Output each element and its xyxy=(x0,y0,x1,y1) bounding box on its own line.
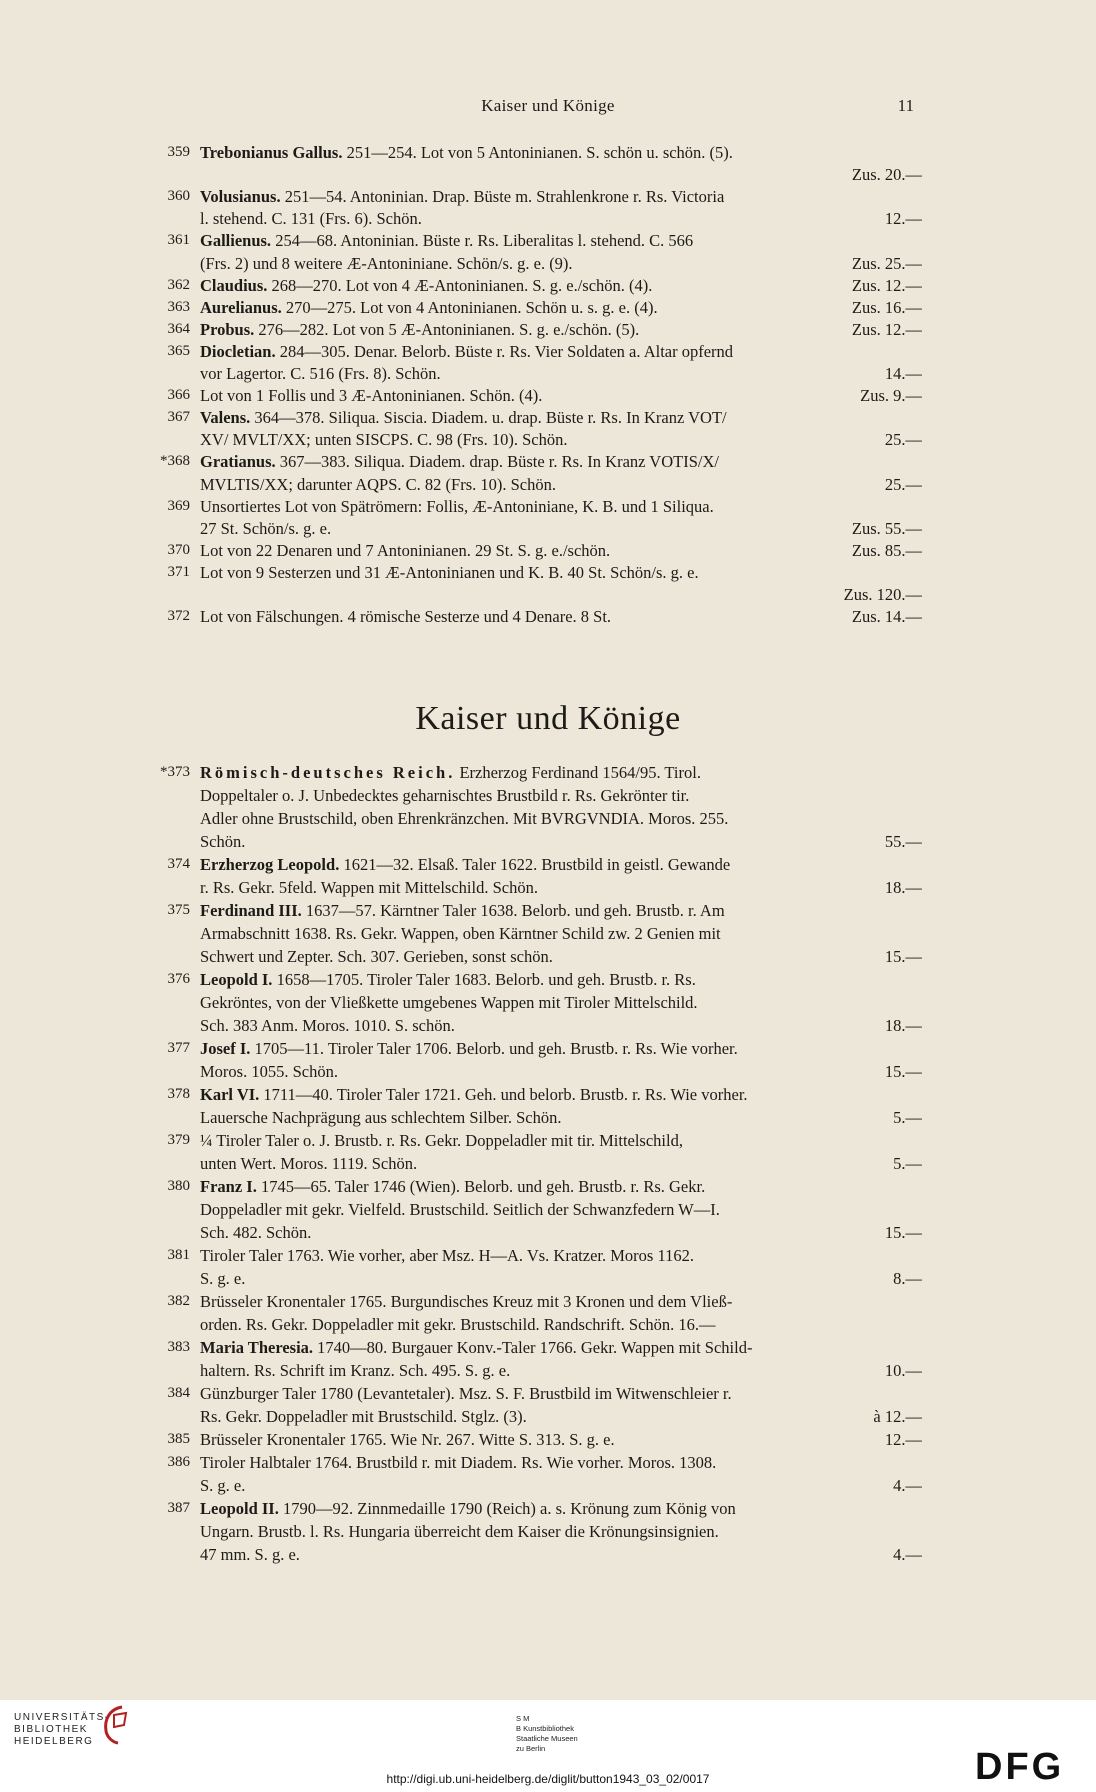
price: Zus. 12.— xyxy=(851,275,922,295)
entry-line xyxy=(200,1153,922,1175)
entry-description: 284—305. Denar. Belorb. Büste r. Rs. Vier Soldaten a. Altar opfernd xyxy=(275,341,734,361)
entry-line xyxy=(200,540,922,562)
ruler-name: Franz I. xyxy=(200,1177,257,1196)
entry-description: Gekröntes, von der Vließkette umgebenes Wappen mit Tiroler Mittelschild. xyxy=(200,993,698,1012)
lot-number: 362 xyxy=(167,276,190,293)
entry-line xyxy=(200,1475,922,1497)
entry-line xyxy=(200,319,922,341)
entry-line xyxy=(200,208,922,230)
price: 25.— xyxy=(884,430,922,450)
entry-line xyxy=(200,1521,922,1543)
entry-line xyxy=(200,1429,922,1451)
entry-description: orden. Rs. Gekr. Doppeladler mit gekr. Brustschild. Randschrift. Schön. 16.— xyxy=(200,1315,716,1334)
price: Zus. 120.— xyxy=(843,585,922,604)
entry-line xyxy=(200,606,922,628)
ruler-name: Leopold II. xyxy=(200,1499,279,1518)
price: Zus. 85.— xyxy=(851,540,922,560)
entry-description: Sch. 383 Anm. Moros. 1010. S. schön. xyxy=(200,1016,455,1035)
entry-line xyxy=(200,946,922,968)
entry-description: ¼ Tiroler Taler o. J. Brustb. r. Rs. Gekr. Doppeladler mit tir. Mittelschild, xyxy=(200,1131,683,1150)
price: Zus. 55.— xyxy=(851,518,922,538)
entry-description: Doppeltaler o. J. Unbedecktes geharnischtes Brustbild r. Rs. Gekrönter tir. xyxy=(200,786,690,805)
lot-number: 375 xyxy=(167,902,190,918)
lot-number: 381 xyxy=(167,1247,190,1263)
entry-description: Adler ohne Brustschild, oben Ehrenkränzchen. Mit BVRGVNDIA. Moros. 255. xyxy=(200,809,729,828)
entry-line xyxy=(200,785,922,807)
lot-number: 363 xyxy=(167,298,190,315)
entry-description: Sch. 482. Schön. xyxy=(200,1223,312,1242)
entry-line xyxy=(200,363,922,385)
university-name[interactable]: UNIVERSITÄTS- BIBLIOTHEK HEIDELBERG xyxy=(14,1712,110,1747)
price: 18.— xyxy=(884,878,922,897)
price: 18.— xyxy=(884,1016,922,1035)
lot-number: 382 xyxy=(167,1293,190,1309)
price: 5.— xyxy=(893,1108,922,1127)
entry-description: 1745—65. Taler 1746 (Wien). Belorb. und geh. Brustb. r. Rs. Gekr. xyxy=(256,1177,706,1196)
price: 12.— xyxy=(884,209,922,229)
entry-line xyxy=(200,831,922,853)
lot-number: 374 xyxy=(167,856,190,872)
price: 15.— xyxy=(884,1062,922,1081)
entry-line xyxy=(200,900,922,922)
entry-line xyxy=(200,496,922,518)
entry-line xyxy=(200,1222,922,1244)
entry-line xyxy=(200,1176,922,1198)
price: 14.— xyxy=(884,364,922,383)
price: 55.— xyxy=(884,832,922,851)
lot-number: 379 xyxy=(167,1132,190,1148)
entry-description: Rs. Gekr. Doppeladler mit Brustschild. Stglz. (3). xyxy=(200,1407,527,1426)
entry-line xyxy=(200,1268,922,1290)
price: 5.— xyxy=(893,1154,922,1173)
ruler-name: Aurelianus. xyxy=(200,297,282,317)
price: 15.— xyxy=(884,947,922,966)
price: 4.— xyxy=(893,1545,922,1564)
lot-number: 372 xyxy=(167,608,190,625)
price: Zus. 9.— xyxy=(860,386,922,406)
entry-line xyxy=(200,1406,922,1428)
entry-description: Tiroler Taler 1763. Wie vorher, aber Msz. H—A. Vs. Kratzer. Moros 1162. xyxy=(200,1246,694,1265)
entry-description: haltern. Rs. Schrift im Kranz. Sch. 495. S. g. e. xyxy=(200,1361,511,1380)
entry-line xyxy=(200,1084,922,1106)
entry-description: Brüsseler Kronentaler 1765. Burgundisches Kreuz mit 3 Kronen und dem Vließ- xyxy=(200,1292,733,1311)
entry-description: 1658—1705. Tiroler Taler 1683. Belorb. und geh. Brustb. r. Rs. xyxy=(272,970,696,989)
entry-description: 1711—40. Tiroler Taler 1721. Geh. und belorb. Brustb. r. Rs. Wie vorher. xyxy=(259,1085,748,1104)
library-credit: S M B Kunstbibliothek Staatliche Museen zu Berlin xyxy=(516,1714,578,1753)
entry-line xyxy=(200,1452,922,1474)
entry-description: 268—270. Lot von 4 Æ-Antoninianen. S. g. e./schön. (4). xyxy=(267,275,653,295)
entry-description: 251—254. Lot von 5 Antoninianen. S. schön u. schön. (5). xyxy=(342,143,733,162)
price: 10.— xyxy=(884,1361,922,1380)
entry-line xyxy=(200,1337,922,1359)
lot-number: 365 xyxy=(167,342,190,359)
entry-description: S. g. e. xyxy=(200,1476,246,1495)
entry-line xyxy=(200,562,922,584)
lot-number: 378 xyxy=(167,1086,190,1102)
entry-description: 1705—11. Tiroler Taler 1706. Belorb. und geh. Brustb. r. Rs. Wie vorher. xyxy=(250,1039,738,1058)
entry-line xyxy=(200,429,922,451)
entry-line xyxy=(200,451,922,473)
entry-line xyxy=(200,1015,922,1037)
ruler-name: Probus. xyxy=(200,319,255,339)
entry-description: vor Lagertor. C. 516 (Frs. 8). Schön. xyxy=(200,364,441,383)
lot-number: 384 xyxy=(167,1385,190,1401)
entry-description: 47 mm. S. g. e. xyxy=(200,1545,300,1564)
price: 4.— xyxy=(893,1476,922,1495)
entry-description: S. g. e. xyxy=(200,1269,246,1288)
ruler-name: Diocletian. xyxy=(200,341,276,361)
entry-line xyxy=(200,877,922,899)
entry-description: MVLTIS/XX; darunter AQPS. C. 82 (Frs. 10). Schön. xyxy=(200,474,556,494)
entry-description: Brüsseler Kronentaler 1765. Wie Nr. 267. Witte S. 313. S. g. e. xyxy=(200,1430,615,1449)
entry-description: r. Rs. Gekr. 5feld. Wappen mit Mittelschild. Schön. xyxy=(200,878,538,897)
entry-description: unten Wert. Moros. 1119. Schön. xyxy=(200,1154,418,1173)
price: 15.— xyxy=(884,1223,922,1242)
entry-line xyxy=(200,762,922,784)
lot-number: 367 xyxy=(167,409,190,426)
entry-line xyxy=(200,808,922,830)
entry-description: Lot von 1 Follis und 3 Æ-Antoninianen. Schön. (4). xyxy=(200,386,543,406)
entry-line xyxy=(200,186,922,208)
section-title: Kaiser und Könige xyxy=(415,700,681,737)
entry-line xyxy=(200,854,922,876)
entry-description: 1740—80. Burgauer Konv.-Taler 1766. Gekr. Wappen mit Schild- xyxy=(313,1338,753,1357)
lot-number: 380 xyxy=(167,1178,190,1194)
price: Zus. 14.— xyxy=(851,607,922,627)
lot-number: 387 xyxy=(167,1500,190,1516)
lot-number: 359 xyxy=(167,144,190,160)
entry-line xyxy=(200,1360,922,1382)
entry-description: l. stehend. C. 131 (Frs. 6). Schön. xyxy=(200,209,422,229)
entry-line xyxy=(200,992,922,1014)
entry-line xyxy=(200,923,922,945)
entry-description: 251—54. Antoninian. Drap. Büste m. Strahlenkrone r. Rs. Victoria xyxy=(280,187,725,207)
entry-line xyxy=(200,1544,922,1566)
price: Zus. 16.— xyxy=(851,297,922,317)
lot-number: 364 xyxy=(167,320,190,337)
entry-line xyxy=(200,1498,922,1520)
lot-number: 386 xyxy=(167,1454,190,1470)
ruler-name: Leopold I. xyxy=(200,970,273,989)
entry-description: Schön. xyxy=(200,832,246,851)
lot-number: *373 xyxy=(160,764,190,780)
price: Zus. 12.— xyxy=(851,319,922,339)
entry-description: Unsortiertes Lot von Spätrömern: Follis, Æ-Antoniniane, K. B. und 1 Siliqua. xyxy=(200,496,714,516)
entry-line xyxy=(200,1107,922,1129)
ruler-name: Trebonianus Gallus. xyxy=(200,143,343,162)
entry-description: Lauersche Nachprägung aus schlechtem Silber. Schön. xyxy=(200,1108,562,1127)
ruler-name: Josef I. xyxy=(200,1039,251,1058)
entry-line xyxy=(200,1291,922,1313)
entry-description: 27 St. Schön/s. g. e. xyxy=(200,518,332,538)
entry-line xyxy=(200,1314,922,1336)
lot-number: 366 xyxy=(167,387,190,404)
entry-line xyxy=(200,969,922,991)
entry-line xyxy=(200,407,922,429)
running-head: Kaiser und Könige xyxy=(481,96,615,115)
entry-description: 1790—92. Zinnmedaille 1790 (Reich) a. s. Krönung zum König von xyxy=(278,1499,736,1518)
entry-description: 364—378. Siliqua. Siscia. Diadem. u. drap. Büste r. Rs. In Kranz VOT/ xyxy=(250,408,727,428)
entry-description: Armabschnitt 1638. Rs. Gekr. Wappen, oben Kärntner Schild zw. 2 Genien mit xyxy=(200,924,721,943)
entry-line xyxy=(200,474,922,496)
entry-description: Günzburger Taler 1780 (Levantetaler). Msz. S. F. Brustbild im Witwenschleier r. xyxy=(200,1384,732,1403)
entry-line xyxy=(200,1038,922,1060)
entry-line xyxy=(200,164,922,186)
entry-description: Lot von 22 Denaren und 7 Antoninianen. 29 St. S. g. e./schön. xyxy=(200,540,611,560)
ruler-name: Volusianus. xyxy=(200,187,281,207)
dfg-logo[interactable]: DFG xyxy=(975,1746,1065,1788)
entry-description: Erzherzog Ferdinand 1564/95. Tirol. xyxy=(455,763,701,782)
entry-line xyxy=(200,341,922,363)
ruler-name: Römisch-deutsches Reich. xyxy=(200,763,456,782)
entry-description: 367—383. Siliqua. Diadem. drap. Büste r. Rs. In Kranz VOTIS/X/ xyxy=(275,452,719,472)
entry-description: 276—282. Lot von 5 Æ-Antoninianen. S. g. e./schön. (5). xyxy=(254,319,640,339)
entry-line xyxy=(200,253,922,275)
entry-line xyxy=(200,518,922,540)
entry-description: Ungarn. Brustb. l. Rs. Hungaria überreicht dem Kaiser die Krönungsinsignien. xyxy=(200,1522,719,1541)
entry-description: 1637—57. Kärntner Taler 1638. Belorb. und geh. Brustb. r. Am xyxy=(301,901,725,920)
price: 12.— xyxy=(884,1430,922,1449)
ruler-name: Gallienus. xyxy=(200,231,272,251)
lot-number: 377 xyxy=(167,1040,190,1056)
entry-line xyxy=(200,230,922,252)
ruler-name: Ferdinand III. xyxy=(200,901,302,920)
entry-description: 254—68. Antoninian. Büste r. Rs. Liberalitas l. stehend. C. 566 xyxy=(271,231,694,251)
entry-description: XV/ MVLT/XX; unten SISCPS. C. 98 (Frs. 10). Schön. xyxy=(200,430,568,450)
lot-number: 385 xyxy=(167,1431,190,1447)
page-number: 11 xyxy=(897,96,914,115)
price: Zus. 25.— xyxy=(851,253,922,273)
entry-line xyxy=(200,275,922,297)
lot-number: 361 xyxy=(167,232,190,249)
ruler-name: Claudius. xyxy=(200,275,268,295)
lot-number: 371 xyxy=(167,563,190,580)
entry-line xyxy=(200,584,922,606)
lot-number: 360 xyxy=(167,188,190,205)
entry-description: Lot von Fälschungen. 4 römische Sesterze und 4 Denare. 8 St. xyxy=(200,607,612,627)
entry-line xyxy=(200,1383,922,1405)
entry-description: 270—275. Lot von 4 Antoninianen. Schön u. s. g. e. (4). xyxy=(281,297,658,317)
entry-description: 1621—32. Elsaß. Taler 1622. Brustbild in geistl. Gewande xyxy=(339,855,731,874)
ruler-name: Maria Theresia. xyxy=(200,1338,314,1357)
lot-number: 369 xyxy=(167,497,190,514)
ruler-name: Gratianus. xyxy=(200,452,276,472)
entry-line xyxy=(200,142,922,164)
price: 25.— xyxy=(884,474,922,494)
lot-number: 370 xyxy=(167,541,190,558)
entry-description: Lot von 9 Sesterzen und 31 Æ-Antoninianen und K. B. 40 St. Schön/s. g. e. xyxy=(200,562,699,582)
price: 8.— xyxy=(893,1269,922,1288)
entry-description: Moros. 1055. Schön. xyxy=(200,1062,338,1081)
entry-line xyxy=(200,1199,922,1221)
entry-line xyxy=(200,1245,922,1267)
lot-number: 376 xyxy=(167,971,190,987)
entry-description: Doppeladler mit gekr. Vielfeld. Brustschild. Seitlich der Schwanzfedern W—I. xyxy=(200,1200,720,1219)
entry-line xyxy=(200,385,922,407)
ruler-name: Karl VI. xyxy=(200,1085,260,1104)
ruler-name: Erzherzog Leopold. xyxy=(200,855,340,874)
entry-line xyxy=(200,1130,922,1152)
university-logo-icon xyxy=(100,1705,130,1750)
page-url-link[interactable]: http://digi.ub.uni-heidelberg.de/diglit/button1943_03_02/0017 xyxy=(386,1772,710,1786)
entry-description: (Frs. 2) und 8 weitere Æ-Antoniniane. Schön/s. g. e. (9). xyxy=(200,253,573,273)
lot-number: *368 xyxy=(160,453,190,470)
ruler-name: Valens. xyxy=(200,408,251,428)
price: à 12.— xyxy=(873,1407,922,1426)
entry-line xyxy=(200,297,922,319)
lot-number: 383 xyxy=(167,1339,190,1355)
entry-line xyxy=(200,1061,922,1083)
price: Zus. 20.— xyxy=(851,165,922,185)
entry-description: Tiroler Halbtaler 1764. Brustbild r. mit Diadem. Rs. Wie vorher. Moros. 1308. xyxy=(200,1453,717,1472)
entry-description: Schwert und Zepter. Sch. 307. Gerieben, sonst schön. xyxy=(200,947,553,966)
